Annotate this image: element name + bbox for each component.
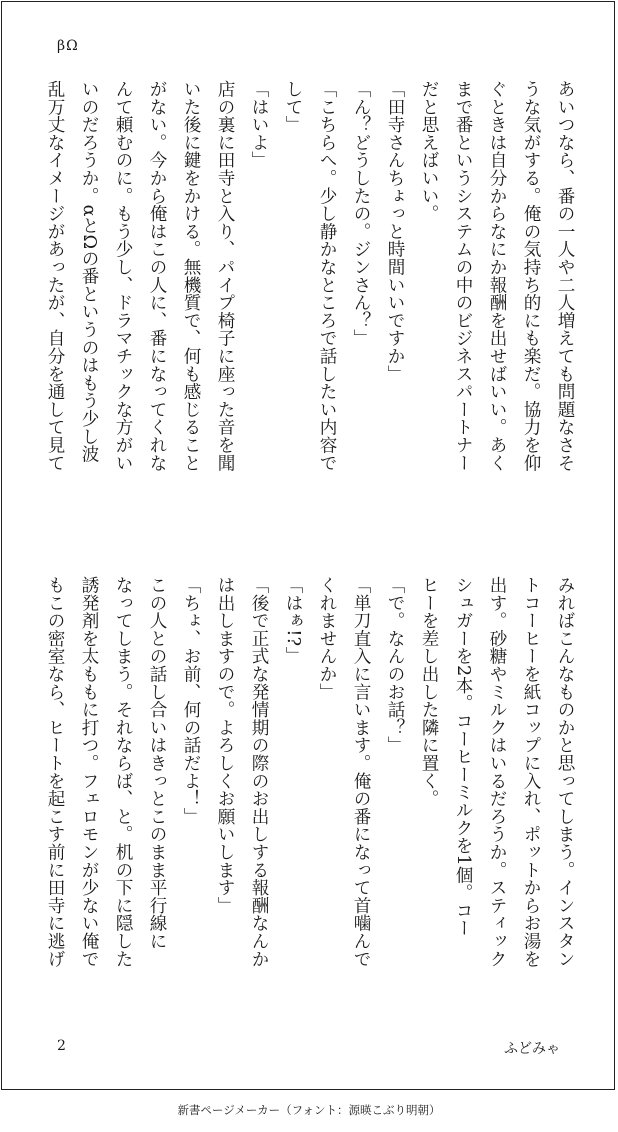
text-line: ぐときは自分からなにか報酬を出せばいい。あく xyxy=(487,80,507,472)
text-line: 「後で正式な発情期の際のお出しする報酬なんか xyxy=(249,576,269,968)
text-line: 誘発剤を太ももに打つ。フェロモンが少ない俺で xyxy=(79,576,99,968)
text-line: 「こちらへ。少し静かなところで話したい内容で xyxy=(317,80,337,472)
text-line: もこの密室なら、ヒートを起こす前に田寺に逃げ xyxy=(45,576,65,968)
book-page xyxy=(1,1,615,1090)
text-line: この人との話し合いはきっとこのまま平行線に xyxy=(147,576,167,950)
text-line: いた後に鍵をかける。無機質で、何も感じること xyxy=(181,80,201,472)
text-line: ヒーを差し出した隣に置く。 xyxy=(419,576,439,808)
text-line: うな気がする。俺の気持ち的にも楽だ。協力を仰 xyxy=(521,80,541,472)
text-line: は出しますので。よろしくお願いします」 xyxy=(215,576,235,915)
text-line: 「田寺さんちょっと時間いいですか」 xyxy=(385,80,405,383)
text-line: 出す。砂糖やミルクはいるだろうか。スティック xyxy=(487,576,507,968)
text-line: トコーヒーを紙コップに入れ、ポットからお湯を xyxy=(521,576,541,968)
text-line: まで番というシステムの中のビジネスパートナー xyxy=(453,80,473,472)
text-line: くれませんか」 xyxy=(317,576,337,701)
text-line: 店の裏に田寺と入り、パイプ椅子に座った音を聞 xyxy=(215,80,235,472)
text-line: いのだろうか。αとΩの番というのはもう少し波 xyxy=(79,80,99,463)
text-line: だと思えばいい。 xyxy=(419,80,439,223)
text-line: みればこんなものかと思ってしまう。インスタン xyxy=(555,576,575,968)
text-line: 「はいよ」 xyxy=(249,80,269,169)
text-line: がない。今から俺はこの人に、番になってくれな xyxy=(147,80,167,472)
text-block-top xyxy=(45,80,582,522)
text-line: 「ん？どうしたの。ジンさん？」 xyxy=(351,80,371,347)
page-number: 2 xyxy=(57,1038,66,1054)
text-line: あいつなら、番の一人や二人増えても問題なさそ xyxy=(555,80,575,472)
text-line: して」 xyxy=(283,80,303,134)
text-block-bottom xyxy=(45,576,582,981)
text-line: シュガーを2本。コーヒーミルクを1個。コー xyxy=(453,576,473,937)
generator-caption: 新書ページメーカー（フォント：源暎こぶり明朝） xyxy=(177,1103,441,1117)
text-line: 「はぁ!?」 xyxy=(283,576,303,665)
author-name: ふどみゃ xyxy=(504,1041,560,1057)
text-line: 乱万丈なイメージがあったが、自分を通して見て xyxy=(45,80,65,472)
text-line: んて頼むのに。もう少し、ドラマチックな方がい xyxy=(113,80,133,472)
text-line: 「で。なんのお話？」 xyxy=(385,576,405,754)
running-header: βΩ xyxy=(57,38,79,54)
text-line: なってしまう。それならば、と。机の下に隠した xyxy=(113,576,133,968)
text-line: 「単刀直入に言います。俺の番になって首噛んで xyxy=(351,576,371,968)
text-line: 「ちょ、お前、何の話だよ！」 xyxy=(181,576,201,826)
